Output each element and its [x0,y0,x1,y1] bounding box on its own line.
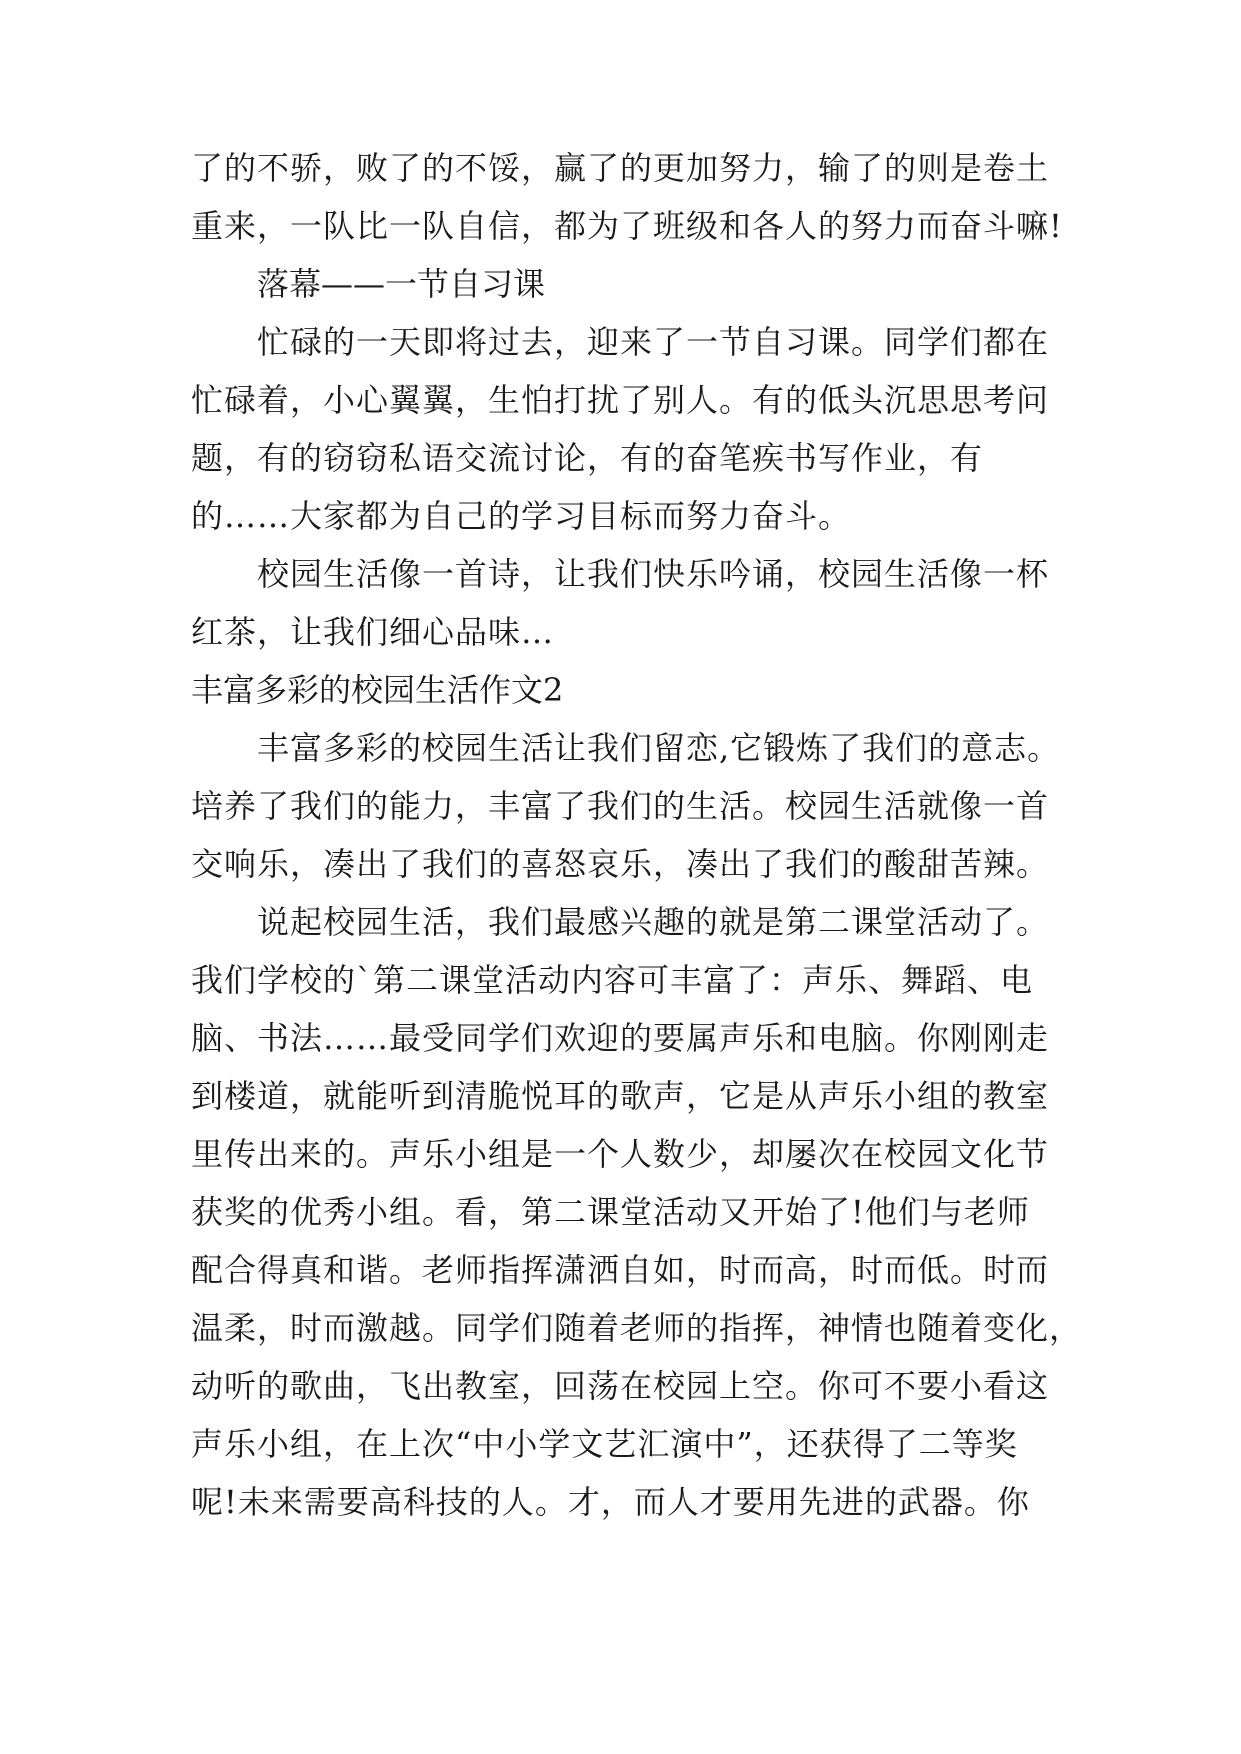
text-line: 我们学校的`第二课堂活动内容可丰富了：声乐、舞蹈、电 [191,961,1034,999]
text-line: 校园生活像一首诗，让我们快乐吟诵，校园生活像一杯 [257,555,1050,593]
text-line: 了的不骄，败了的不馁，赢了的更加努力，输了的则是卷土 [191,149,1050,187]
text-line: 动听的歌曲，飞出教室，回荡在校园上空。你可不要小看这 [191,1367,1050,1405]
text-line: 获奖的优秀小组。看，第二课堂活动又开始了!他们与老师 [191,1193,1030,1231]
text-line: 说起校园生活，我们最感兴趣的就是第二课堂活动了。 [257,903,1050,941]
text-line: 忙碌着，小心翼翼，生怕打扰了别人。有的低头沉思思考问 [191,381,1050,419]
text-line: 声乐小组，在上次“中小学文艺汇演中”，还获得了二等奖 [191,1425,1018,1463]
text-line: 丰富多彩的校园生活让我们留恋,它锻炼了我们的意志。 [257,729,1061,767]
text-line: 里传出来的。声乐小组是一个人数少，却屡次在校园文化节 [191,1135,1050,1173]
article-title: 丰富多彩的校园生活作文2 [191,671,564,709]
text-line: 红茶，让我们细心品味… [191,613,555,651]
text-line: 呢!未来需要高科技的人。才，而人才要用先进的武器。你 [191,1483,1030,1521]
text-line: 温柔，时而激越。同学们随着老师的指挥，神情也随着变化， [191,1309,1083,1347]
text-line: 脑、书法……最受同学们欢迎的要属声乐和电脑。你刚刚走 [191,1019,1050,1057]
text-line: 交响乐，凑出了我们的喜怒哀乐，凑出了我们的酸甜苦辣。 [191,845,1050,883]
text-line: 的……大家都为自己的学习目标而努力奋斗。 [191,497,852,535]
text-line: 忙碌的一天即将过去，迎来了一节自习课。同学们都在 [257,323,1050,361]
text-line: 配合得真和谐。老师指挥潇洒自如，时而高，时而低。时而 [191,1251,1050,1289]
section-heading: 落幕——一节自习课 [257,265,546,303]
text-line: 培养了我们的能力，丰富了我们的生活。校园生活就像一首 [191,787,1050,825]
text-line: 题，有的窃窃私语交流讨论，有的奋笔疾书写作业，有 [191,439,984,477]
text-line: 重来，一队比一队自信，都为了班级和各人的努力而奋斗嘛! [191,207,1063,245]
text-line: 到楼道，就能听到清脆悦耳的歌声，它是从声乐小组的教室 [191,1077,1050,1115]
